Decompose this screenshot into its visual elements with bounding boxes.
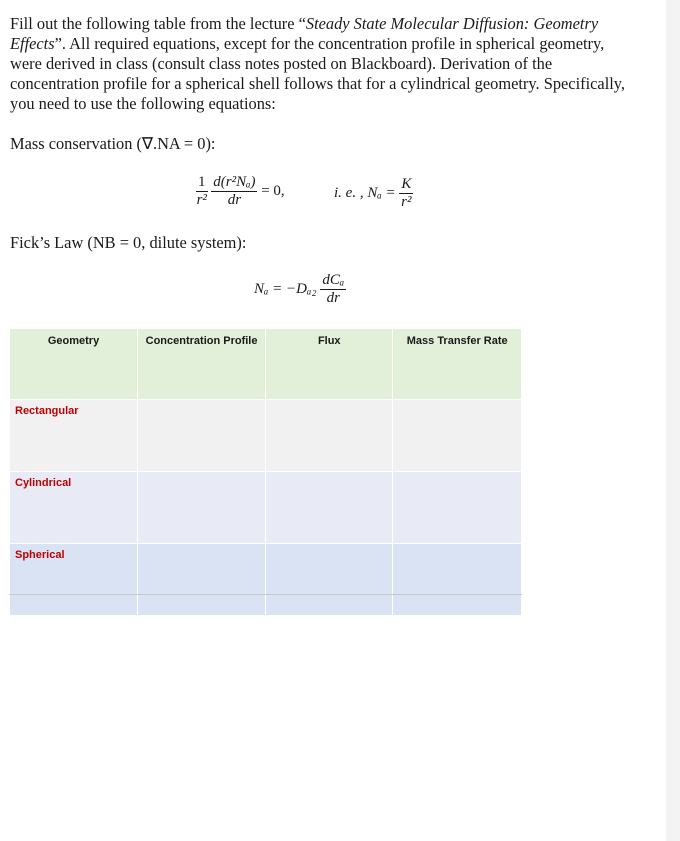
results-table [9, 328, 522, 616]
intro-paragraph: Fill out the following table from the lecture “Steady State Molecular Diffusion: Geometry Effects”. All required equations, except for the concentration profile in spherical geometry, were derived in class (consult class notes posted on Blackboard). Derivation of the concentration profile for a spherical shell follows that for a cylindrical geometry. Specifically, you need to use the following equations: [10, 14, 626, 113]
table-row [10, 472, 522, 544]
row-label-rectangular: Rectangular [10, 400, 138, 472]
row-label-spherical: Spherical [10, 544, 138, 616]
header-geometry: Geometry [10, 329, 138, 400]
cell-rect-rate[interactable] [393, 400, 522, 472]
ficks-law-equation: Nₐ = −Dₐ₂ $\frac{\text{dCₐ}}{dr}$ [254, 272, 345, 306]
cell-cyl-flux[interactable] [266, 472, 393, 544]
row-label-cylindrical: Cylindrical [10, 472, 138, 544]
table-bottom-border [9, 594, 522, 595]
cell-cyl-profile[interactable] [138, 472, 266, 544]
ie-equation: i. e. , Nₐ = $\frac{K}{\text{r²}}$ [334, 176, 412, 210]
ficks-law-label: Fick’s Law (NB = 0, dilute system): [10, 233, 247, 252]
mass-conservation-equation: $\frac{1}{\text{r²}}$ $\frac{\text{d(r²Nₐ)}}{dr}$ = 0, [196, 174, 285, 208]
scrollbar-track[interactable] [666, 0, 680, 841]
cell-rect-flux[interactable] [266, 400, 393, 472]
table-row [10, 400, 522, 472]
table-row [10, 544, 522, 616]
cell-cyl-rate[interactable] [393, 472, 522, 544]
cell-sph-profile[interactable] [138, 544, 266, 616]
header-mass-transfer-rate: Mass Transfer Rate [393, 329, 522, 400]
cell-sph-flux[interactable] [266, 544, 393, 616]
lecture-title: Steady State Molecular Diffusion: Geometry Effects [10, 14, 599, 53]
mass-conservation-label: Mass conservation (∇.NA = 0): [10, 134, 216, 153]
cell-sph-rate[interactable] [393, 544, 522, 616]
header-flux: Flux [266, 329, 393, 400]
cell-rect-profile[interactable] [138, 400, 266, 472]
header-concentration-profile: Concentration Profile [138, 329, 266, 400]
